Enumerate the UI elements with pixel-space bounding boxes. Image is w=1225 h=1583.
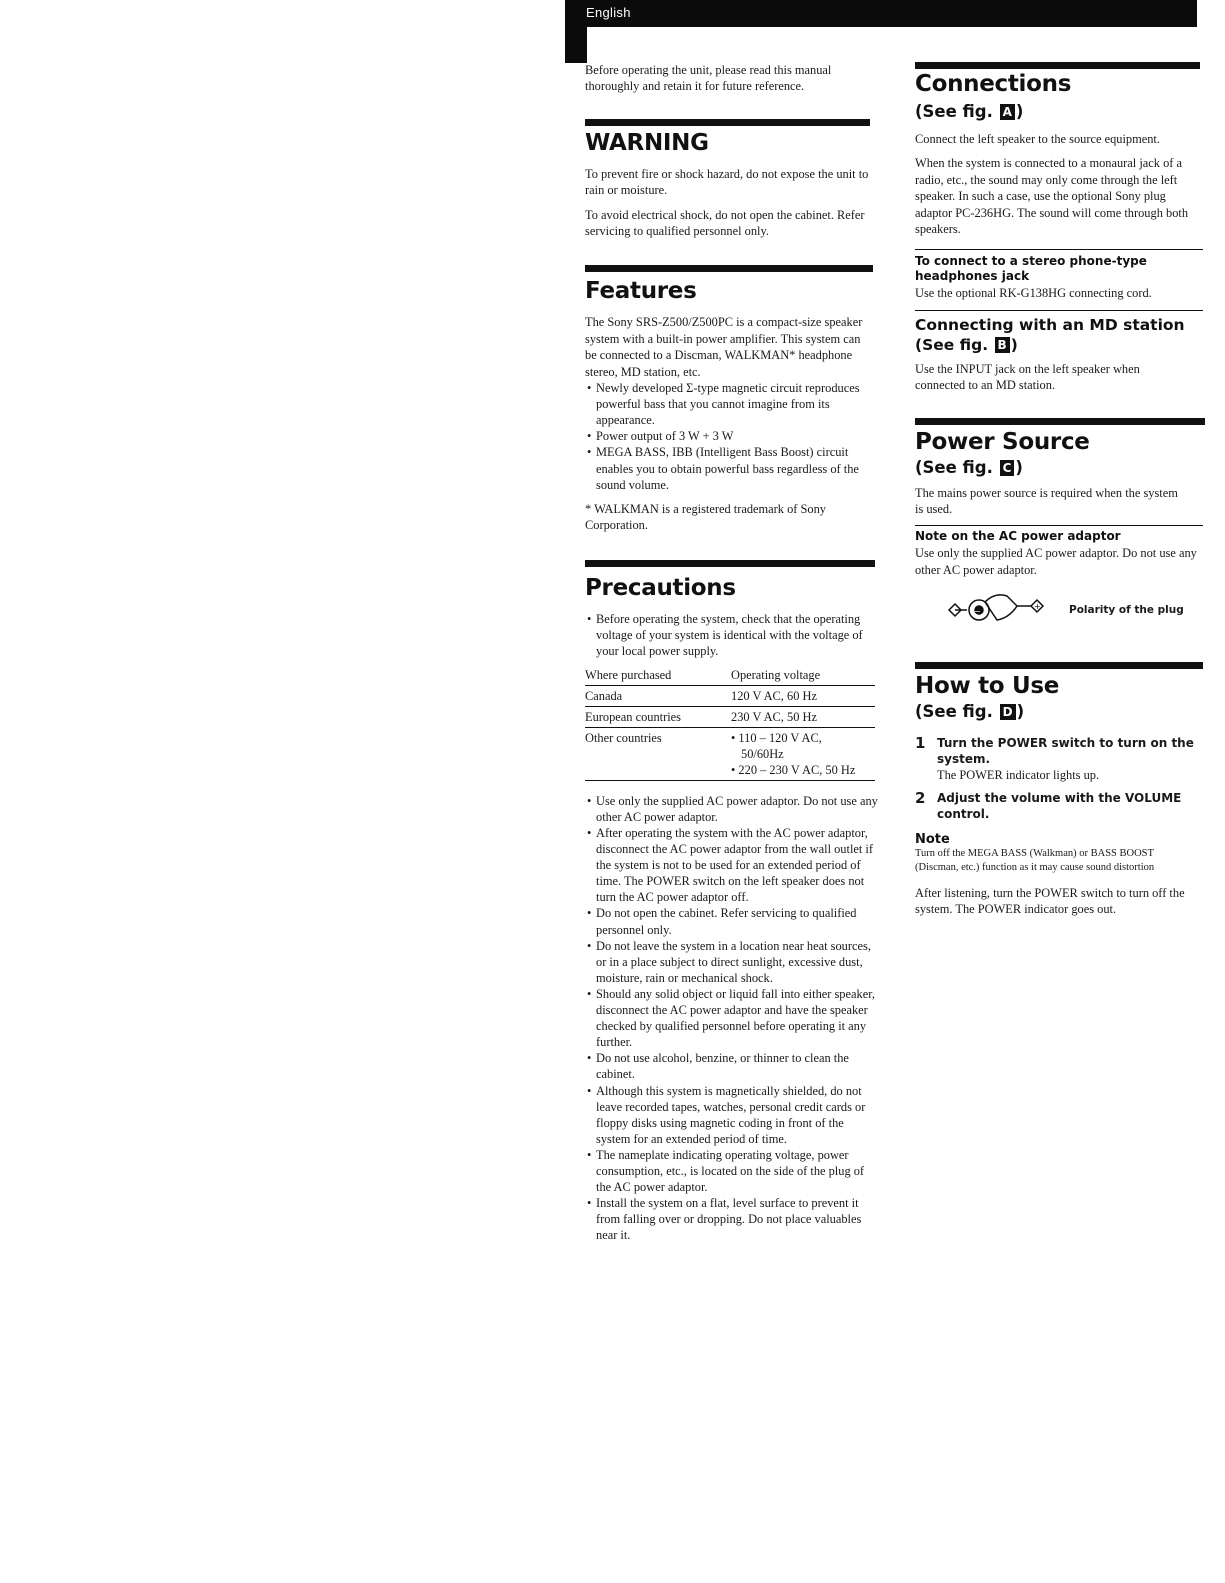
list-item: • Do not open the cabinet. Refer servicing to qualified personnel only. (585, 905, 880, 937)
howto-title: How to Use (915, 673, 1060, 700)
see-suffix: ) (1016, 702, 1025, 722)
step-text: Adjust the volume with the VOLUME control. (937, 790, 1182, 821)
precautions-rule (585, 560, 875, 567)
header-notch (565, 27, 587, 63)
power-note-title: Note on the AC power adaptor (915, 529, 1121, 544)
howto-rule (915, 662, 1203, 669)
table-row (585, 727, 875, 780)
features-title: Features (585, 278, 697, 305)
precautions-title: Precautions (585, 574, 736, 601)
voltage-line: • 110 – 120 V AC, (731, 730, 822, 745)
precautions-list (585, 793, 880, 1244)
step-number: 1 (915, 734, 926, 753)
place-cell: Other countries (585, 727, 731, 780)
features-list (585, 380, 870, 493)
left-column (585, 60, 890, 1243)
table-row (585, 685, 875, 706)
power-text: The mains power source is required when the system is used. (915, 485, 1178, 517)
md-text: Use the INPUT jack on the left speaker when connected to an MD station. (915, 361, 1140, 393)
howto-see-fig (915, 701, 1208, 723)
fig-a-badge: A (1000, 104, 1015, 120)
plug-label: Polarity of the plug (1069, 604, 1184, 617)
right-column (915, 62, 1208, 918)
list-item: • Use only the supplied AC power adaptor. Do not use any other AC power adaptor. (585, 793, 880, 825)
warning-rule (585, 119, 870, 126)
features-footnote: * WALKMAN is a registered trademark of Sony Corporation. (585, 501, 826, 533)
see-prefix: (See fig. (915, 335, 994, 354)
howto-steps (915, 735, 1200, 821)
language-tab: English (586, 5, 631, 20)
connections-rule (915, 62, 1200, 69)
see-prefix: (See fig. (915, 102, 999, 121)
precautions-first-list (585, 611, 875, 659)
voltage-cell: 120 V AC, 60 Hz (731, 685, 875, 706)
list-item: • Although this system is magnetically shielded, do not leave recorded tapes, watches, personal credit cards or floppy disks using magnetic coding in front of the system for an extended period of time. (585, 1083, 880, 1147)
svg-text:−: − (974, 607, 981, 617)
place-cell: European countries (585, 706, 731, 727)
connections-para-2: When the system is connected to a monaural jack of a radio, etc., the sound may only come through the left speaker. In such a case, use the optional Sony plug adaptor PC-236HG. The sound will come through both speakers. (915, 156, 1189, 237)
see-suffix: ) (1015, 102, 1024, 121)
svg-text:+: + (1034, 602, 1041, 612)
warning-title: WARNING (585, 129, 709, 156)
voltage-table (585, 665, 875, 781)
see-prefix: (See fig. (915, 702, 999, 722)
plug-diagram (945, 588, 1208, 632)
power-title: Power Source (915, 428, 1090, 455)
fig-b-badge: B (995, 337, 1010, 353)
list-item: • Should any solid object or liquid fall into either speaker, disconnect the AC power adaptor and have the speaker checked by qualified personnel before operating it any further. (585, 986, 880, 1050)
list-item: • MEGA BASS, IBB (Intelligent Bass Boost) circuit enables you to obtain powerful bass regardless of the sound volume. (585, 444, 870, 492)
step-number: 2 (915, 788, 926, 807)
voltage-line: 50/60Hz (741, 746, 784, 761)
fig-c-badge: C (1000, 460, 1015, 476)
list-item: • Do not leave the system in a location near heat sources, or in a place subject to direct sunlight, excessive dust, moisture, rain or mechanical shock. (585, 938, 880, 986)
voltage-table-header-voltage: Operating voltage (731, 665, 875, 686)
warning-para-2: To avoid electrical shock, do not open the cabinet. Refer servicing to qualified personnel only. (585, 207, 865, 239)
howto-after: After listening, turn the POWER switch to turn off the system. The POWER indicator goes out. (915, 885, 1185, 917)
header-bar (565, 0, 1197, 27)
list-item (915, 790, 1200, 822)
power-note-text: Use only the supplied AC power adaptor. Do not use any other AC power adaptor. (915, 546, 1197, 577)
howto-note-title: Note (915, 831, 950, 847)
list-item: • Power output of 3 W + 3 W (585, 428, 870, 444)
list-item: • Install the system on a flat, level surface to prevent it from falling over or dropping. Do not place valuables near it. (585, 1195, 880, 1243)
power-rule (915, 418, 1205, 425)
voltage-cell (731, 727, 875, 780)
connections-see-fig (915, 101, 1208, 123)
voltage-line: • 220 – 230 V AC, 50 Hz (731, 762, 856, 777)
voltage-cell: 230 V AC, 50 Hz (731, 706, 875, 727)
features-rule (585, 265, 873, 272)
power-note-rule (915, 525, 1203, 526)
power-see-fig (915, 457, 1208, 479)
see-suffix: ) (1015, 457, 1023, 477)
md-title: Connecting with an MD station (915, 315, 1185, 334)
step-text: Turn the POWER switch to turn on the system. (937, 736, 1194, 767)
warning-para-1: To prevent fire or shock hazard, do not expose the unit to rain or moisture. (585, 166, 869, 198)
fig-d-badge: D (1000, 704, 1016, 720)
list-item: • Newly developed Σ-type magnetic circuit reproduces powerful bass that you cannot imagine from its appearance. (585, 380, 870, 428)
step-detail: The POWER indicator lights up. (937, 768, 1100, 783)
stereo-title: To connect to a stereo phone-type headphones jack (915, 254, 1147, 284)
howto-note-line-2: (Discman, etc.) function as it may cause sound distortion (915, 861, 1155, 873)
list-item: • Before operating the system, check that the operating voltage of your system is identical with the voltage of your local power supply. (585, 611, 875, 659)
voltage-table-header-place: Where purchased (585, 665, 731, 686)
see-prefix: (See fig. (915, 457, 999, 477)
list-item: • The nameplate indicating operating voltage, power consumption, etc., is located on the side of the plug of the AC power adaptor. (585, 1147, 880, 1195)
connections-title: Connections (915, 71, 1072, 97)
table-row (585, 706, 875, 727)
list-item: • Do not use alcohol, benzine, or thinner to clean the cabinet. (585, 1050, 880, 1082)
intro-text: Before operating the unit, please read this manual thoroughly and retain it for future reference. (585, 63, 832, 94)
stereo-rule (915, 249, 1203, 250)
howto-note-line-1: Turn off the MEGA BASS (Walkman) or BASS BOOST (915, 847, 1154, 859)
connections-para-1: Connect the left speaker to the source equipment. (915, 132, 1160, 146)
list-item: • After operating the system with the AC power adaptor, disconnect the AC power adaptor from the wall outlet if the system is not to be used for an extended period of time. The POWER switch on the left speaker does not turn the AC power adaptor off. (585, 825, 880, 905)
md-rule (915, 310, 1203, 311)
features-intro: The Sony SRS-Z500/Z500PC is a compact-size speaker system with a built-in power amplifier. This system can be connected to a Discman, WALKMAN* headphone stereo, MD station, etc. (585, 315, 863, 379)
plug-polarity-icon (945, 588, 1055, 632)
place-cell: Canada (585, 685, 731, 706)
list-item (915, 735, 1200, 783)
see-suffix: ) (1010, 335, 1018, 354)
md-see-fig (915, 335, 1208, 355)
stereo-text: Use the optional RK-G138HG connecting cord. (915, 286, 1152, 301)
